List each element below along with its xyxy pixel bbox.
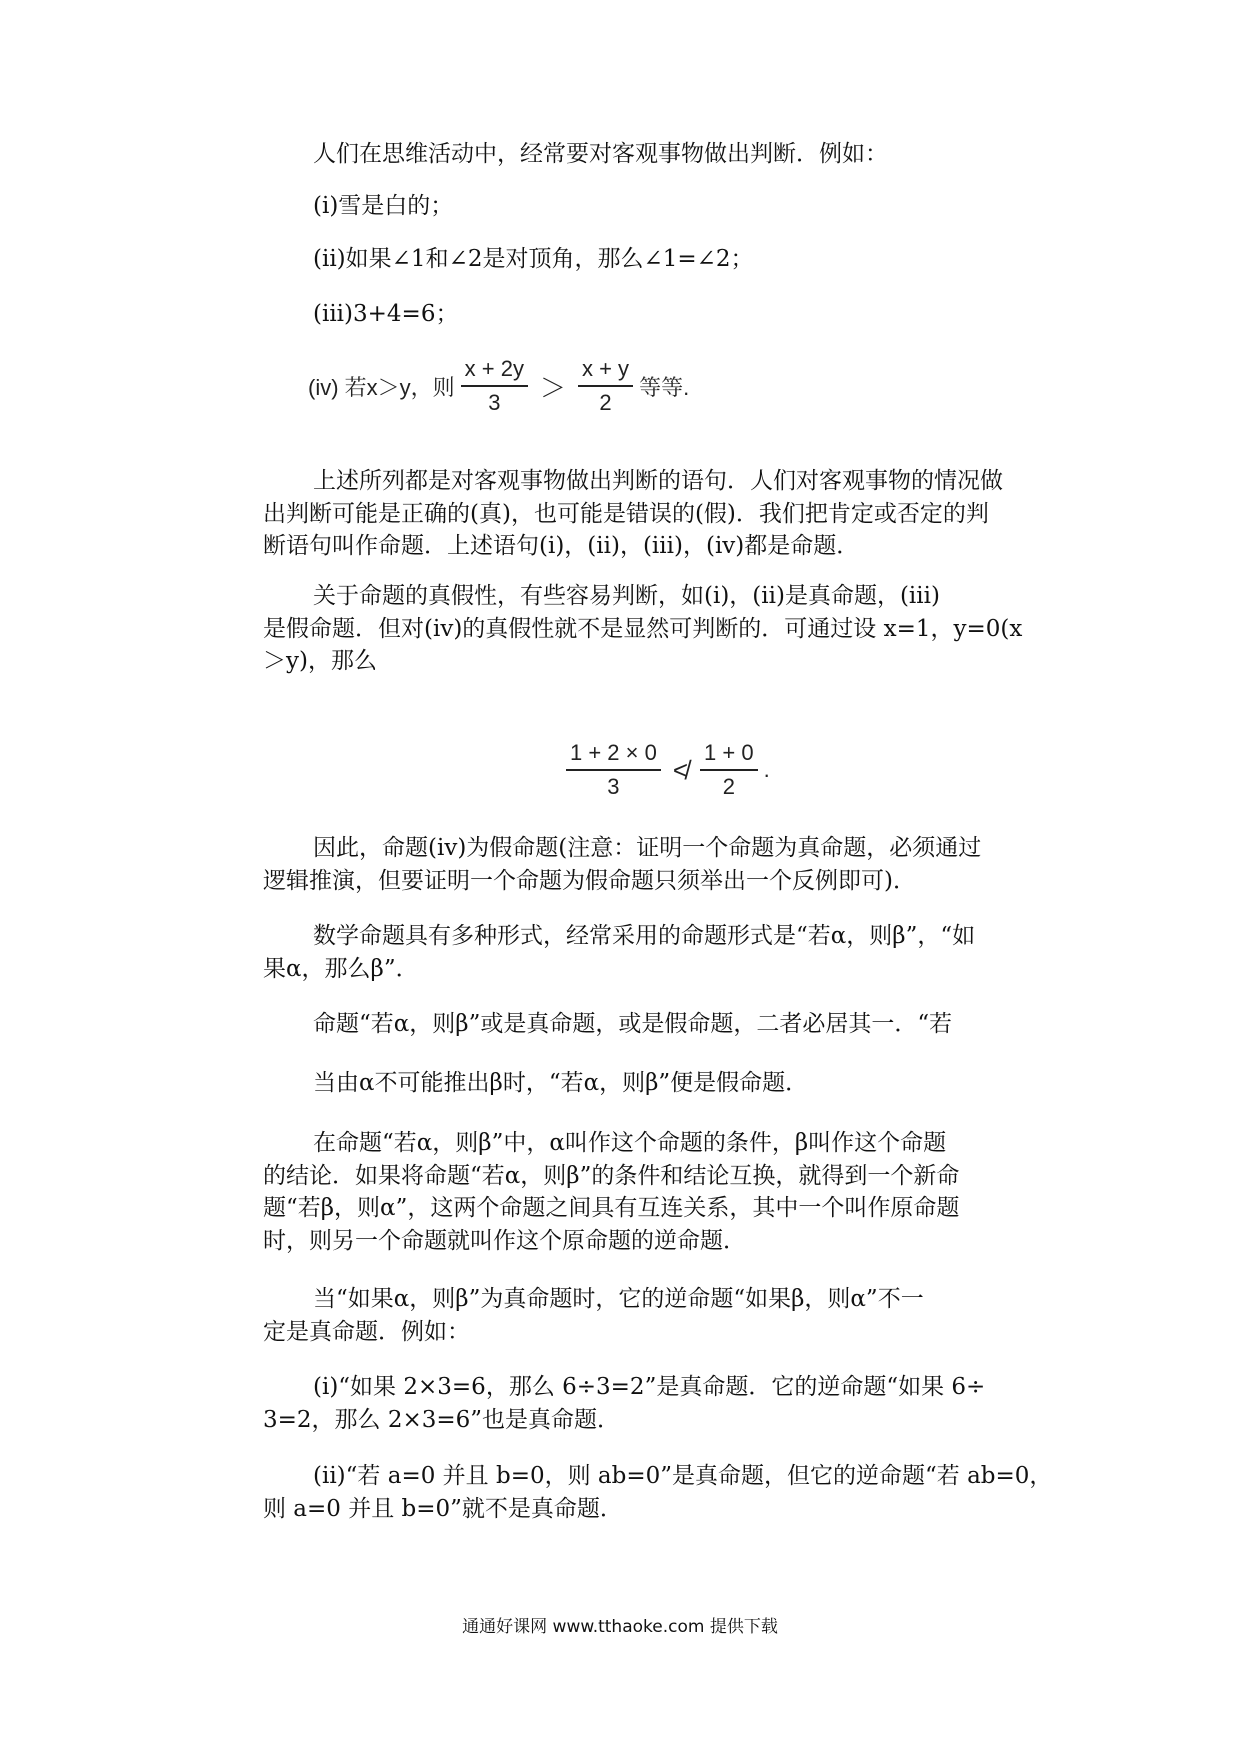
line: (i)雪是白的；: [313, 193, 454, 219]
paragraph-conclusion: [263, 832, 1055, 897]
line: 出判断可能是正确的(真)，也可能是错误的(假)．我们把肯定或否定的判: [263, 500, 989, 527]
example-converse-i: [263, 1371, 1055, 1436]
line: 在命题“若α，则β”中，α叫作这个命题的条件，β叫作这个命题: [313, 1130, 947, 1156]
paragraph-forms: [263, 920, 1055, 985]
paragraph-false-case: [263, 1067, 1055, 1100]
line: 人们在思维活动中，经常要对客观事物做出判断．例如：: [313, 141, 888, 167]
fraction: [566, 740, 661, 800]
denominator: 2: [722, 774, 735, 799]
line: 是假命题．但对(iv)的真假性就不是显然可判断的．可通过设 x=1，y=0(x: [263, 615, 1023, 642]
numerator: 1 + 2 × 0: [566, 740, 661, 771]
relation-symbol: ≮: [672, 754, 689, 785]
line: 3=2，那么 2×3=6”也是真命题．: [263, 1406, 621, 1433]
formula-prefix: (iv) 若x＞y，则: [308, 374, 455, 400]
numerator: 1 + 0: [700, 740, 758, 771]
line: 逻辑推演，但要证明一个命题为假命题只须举出一个反例即可)．: [263, 867, 916, 894]
line: ＞y)，那么: [263, 648, 377, 674]
paragraph-condition-conclusion: [263, 1127, 1055, 1257]
line: (ii)“若 a=0 并且 b=0，则 ab=0”是真命题，但它的逆命题“若 ab=0，: [313, 1463, 1053, 1489]
paragraph-propositions: [263, 465, 1055, 563]
fraction: [461, 356, 528, 416]
formula-suffix: .: [763, 757, 770, 782]
denominator: 2: [599, 390, 612, 415]
page-footer: 通通好课网 www.tthaoke.com 提供下载: [462, 1617, 778, 1637]
line: 当“如果α，则β”为真命题时，它的逆命题“如果β，则α”不一: [313, 1286, 924, 1312]
formula-counterexample: [560, 740, 770, 800]
line: 则 a=0 并且 b=0”就不是真命题．: [263, 1495, 623, 1522]
numerator: x + 2y: [461, 356, 528, 387]
line: (i)“如果 2×3=6，那么 6÷3=2”是真命题．它的逆命题“如果 6÷: [313, 1374, 986, 1400]
formula-iv: [308, 356, 689, 416]
paragraph-truth: [263, 580, 1055, 678]
line: (ii)如果∠1和∠2是对顶角，那么∠1=∠2；: [313, 246, 754, 272]
line: (iii)3+4=6；: [313, 301, 459, 327]
line: 数学命题具有多种形式，经常采用的命题形式是“若α，则β”，“如: [313, 923, 976, 949]
paragraph-either: [263, 1008, 1055, 1041]
paragraph-converse: [263, 1283, 1055, 1348]
line: 的结论．如果将命题“若α，则β”的条件和结论互换，就得到一个新命: [263, 1162, 960, 1189]
relation-symbol: ＞: [539, 372, 566, 403]
fraction: [700, 740, 758, 800]
example-iii: [263, 298, 1055, 331]
line: 因此，命题(iv)为假命题(注意：证明一个命题为真命题，必须通过: [313, 835, 982, 861]
line: 时，则另一个命题就叫作这个原命题的逆命题．: [263, 1227, 746, 1254]
fraction: [578, 356, 633, 416]
line: 当由α不可能推出β时，“若α，则β”便是假命题．: [313, 1070, 809, 1096]
denominator: 3: [607, 774, 620, 799]
line: 题“若β，则α”，这两个命题之间具有互连关系，其中一个叫作原命题: [263, 1195, 960, 1221]
example-i: [263, 190, 1055, 223]
line: 关于命题的真假性，有些容易判断，如(i)，(ii)是真命题，(iii): [313, 583, 940, 609]
line: 果α，那么β”．: [263, 955, 419, 982]
example-converse-ii: [263, 1460, 1055, 1525]
denominator: 3: [488, 390, 501, 415]
numerator: x + y: [578, 356, 633, 387]
line: 定是真命题．例如：: [263, 1318, 470, 1345]
line: 上述所列都是对客观事物做出判断的语句．人们对客观事物的情况做: [313, 468, 1003, 494]
line: 断语句叫作命题．上述语句(i)，(ii)，(iii)，(iv)都是命题．: [263, 533, 860, 559]
example-ii: [263, 243, 1055, 276]
line: 命题“若α，则β”或是真命题，或是假命题，二者必居其一．“若: [313, 1011, 953, 1037]
formula-suffix: 等等.: [639, 374, 690, 400]
paragraph-intro: [263, 138, 1055, 171]
